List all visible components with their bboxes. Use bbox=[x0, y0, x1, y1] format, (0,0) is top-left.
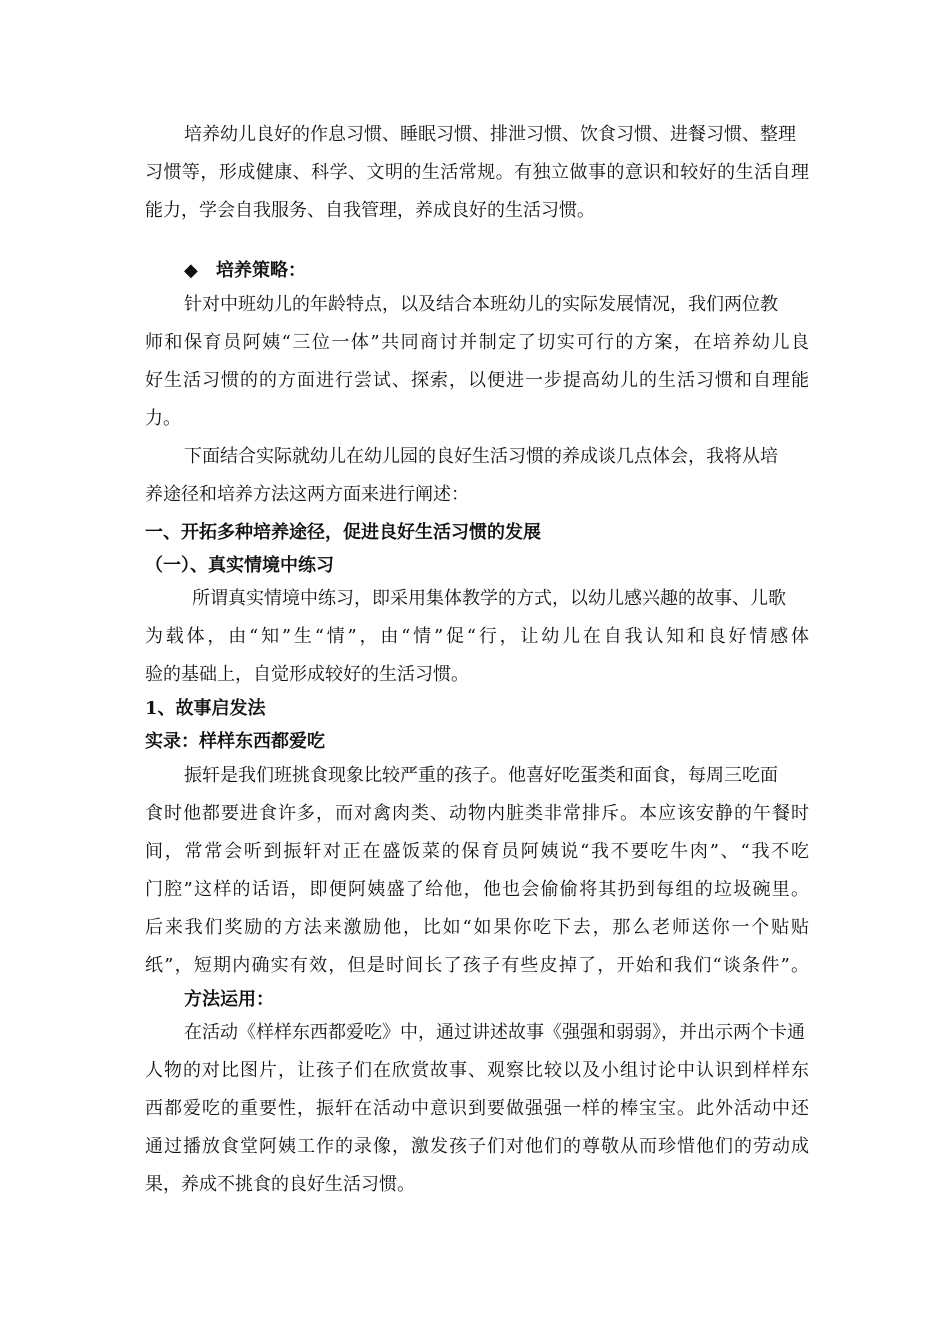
method-application-heading: 方法运用： bbox=[184, 989, 274, 1010]
method-intro-line-2: 养途径和培养方法这两方面来进行阐述： bbox=[145, 484, 469, 505]
method-intro-line-1: 下面结合实际就幼儿在幼儿园的良好生活习惯的养成谈几点体会，我将从培 bbox=[184, 446, 778, 467]
record-paragraph-line-6: 纸”，短期内确实有效，但是时间长了孩子有些皮掉了，开始和我们“谈条件”。 bbox=[145, 955, 809, 976]
record-paragraph-line-4: 门腔”这样的话语，即便阿姨盛了给他，他也会偷偷将其扔到每组的垃圾碗里。 bbox=[145, 879, 809, 900]
record-paragraph-line-2: 食时他都要进食许多，而对禽肉类、动物内脏类非常排斥。本应该安静的午餐时 bbox=[145, 803, 809, 824]
section-heading-one: 一、开拓多种培养途径，促进良好生活习惯的发展 bbox=[145, 522, 541, 543]
paragraph-intro-line-3: 能力，学会自我服务、自我管理，养成良好的生活习惯。 bbox=[145, 200, 595, 221]
paragraph-intro-line-1: 培养幼儿良好的作息习惯、睡眠习惯、排泄习惯、饮食习惯、进餐习惯、整理 bbox=[184, 124, 796, 145]
story-method-heading: 1、故事启发法 bbox=[145, 698, 266, 719]
record-paragraph-line-5: 后来我们奖励的方法来激励他，比如“如果你吃下去，那么老师送你一个贴贴 bbox=[145, 917, 809, 938]
record-paragraph-line-1: 振轩是我们班挑食现象比较严重的孩子。他喜好吃蛋类和面食，每周三吃面 bbox=[184, 765, 778, 786]
strategy-paragraph-line-2: 师和保育员阿姨“三位一体”共同商讨并制定了切实可行的方案，在培养幼儿良 bbox=[145, 332, 809, 353]
application-paragraph-line-1: 在活动《样样东西都爱吃》中，通过讲述故事《强强和弱弱》，并出示两个卡通 bbox=[184, 1022, 805, 1043]
strategy-paragraph-line-3: 好生活习惯的的方面进行尝试、探索，以便进一步提高幼儿的生活习惯和自理能 bbox=[145, 370, 809, 391]
record-heading: 实录：样样东西都爱吃 bbox=[145, 731, 325, 752]
record-paragraph-line-3: 间，常常会听到振轩对正在盛饭菜的保育员阿姨说“我不要吃牛肉”、“我不吃 bbox=[145, 841, 809, 862]
real-situation-paragraph-line-1: 所谓真实情境中练习，即采用集体教学的方式，以幼儿感兴趣的故事、儿歌 bbox=[192, 588, 786, 609]
application-paragraph-line-5: 果，养成不挑食的良好生活习惯。 bbox=[145, 1174, 415, 1195]
application-paragraph-line-2: 人物的对比图片，让孩子们在欣赏故事、观察比较以及小组讨论中认识到样样东 bbox=[145, 1060, 809, 1081]
diamond-bullet-icon: ◆ bbox=[184, 260, 198, 281]
subsection-heading-one: （一）、真实情境中练习 bbox=[145, 555, 334, 576]
real-situation-paragraph-line-3: 验的基础上，自觉形成较好的生活习惯。 bbox=[145, 664, 469, 685]
strategy-heading: 培养策略： bbox=[216, 260, 306, 281]
application-paragraph-line-3: 西都爱吃的重要性，振轩在活动中意识到要做强强一样的棒宝宝。此外活动中还 bbox=[145, 1098, 809, 1119]
strategy-paragraph-line-1: 针对中班幼儿的年龄特点，以及结合本班幼儿的实际发展情况，我们两位教 bbox=[184, 294, 778, 315]
application-paragraph-line-4: 通过播放食堂阿姨工作的录像，激发孩子们对他们的尊敬从而珍惜他们的劳动成 bbox=[145, 1136, 809, 1157]
paragraph-intro-line-2: 习惯等，形成健康、科学、文明的生活常规。有独立做事的意识和较好的生活自理 bbox=[145, 162, 809, 183]
real-situation-paragraph-line-2: 为载体，由“知”生“情”，由“情”促“行，让幼儿在自我认知和良好情感体 bbox=[145, 626, 809, 647]
strategy-paragraph-line-4: 力。 bbox=[145, 408, 181, 429]
